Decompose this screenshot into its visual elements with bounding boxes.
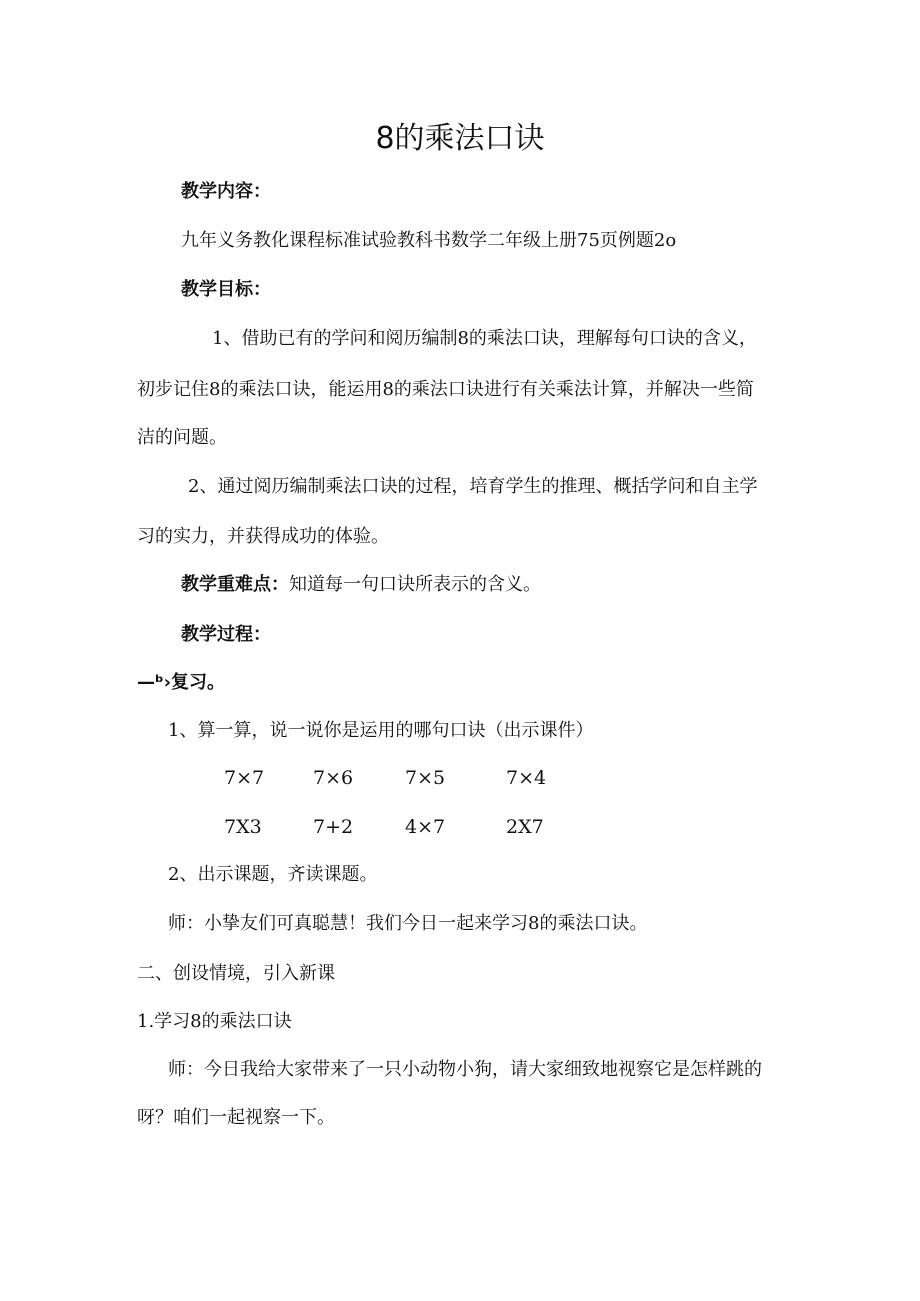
section2-heading: 二、创设情境，引入新课 bbox=[137, 963, 335, 984]
key-points bbox=[181, 573, 541, 597]
section2-item1: 1.学习8的乘法口诀 bbox=[137, 1011, 292, 1032]
goal1-line3: 洁的问题。 bbox=[137, 427, 227, 448]
exercise-cell: 7X3 bbox=[224, 816, 262, 838]
exercise-cell: 7×6 bbox=[313, 767, 354, 789]
key-heading: 教学重难点： bbox=[181, 574, 289, 595]
teacher-line2a: 师：今日我给大家带来了一只小动物小狗，请大家细致地视察它是怎样跳的 bbox=[168, 1059, 762, 1080]
exercise-cell: 2X7 bbox=[506, 816, 544, 838]
teacher-line2b: 呀？咱们一起视察一下。 bbox=[137, 1107, 335, 1128]
exercise-cell: 4×7 bbox=[405, 816, 446, 838]
exercise-cell: 7+2 bbox=[313, 816, 354, 838]
content-heading: 教学内容： bbox=[181, 181, 271, 202]
exercise-cell: 7×4 bbox=[506, 767, 547, 789]
content-text: 九年义务教化课程标准试验教科书数学二年级上册75页例题2o bbox=[181, 230, 677, 251]
review-item2: 2、出示课题，齐读课题。 bbox=[168, 864, 378, 885]
review-heading: —ᵇ›复习。 bbox=[137, 672, 226, 693]
goal2-line2: 习的实力，并获得成功的体验。 bbox=[137, 526, 389, 547]
goals-heading: 教学目标： bbox=[181, 279, 271, 300]
goal2-line1: 2、通过阅历编制乘法口诀的过程，培育学生的推理、概括学问和自主学 bbox=[188, 476, 758, 497]
exercise-cell: 7×5 bbox=[405, 767, 446, 789]
exercise-cell: 7×7 bbox=[224, 767, 265, 789]
review-item1: 1、算一算，说一说你是运用的哪句口诀（出示课件） bbox=[168, 720, 594, 741]
page-title: 8的乘法口诀 bbox=[375, 121, 545, 156]
process-heading: 教学过程： bbox=[181, 624, 271, 645]
goal1-line1: 1、借助已有的学问和阅历编制8的乘法口诀，理解每句口诀的含义， bbox=[212, 328, 757, 349]
goal1-line2: 初步记住8的乘法口诀，能运用8的乘法口诀进行有关乘法计算，并解决一些简 bbox=[137, 379, 754, 400]
key-text: 知道每一句口诀所表示的含义。 bbox=[289, 574, 541, 595]
teacher-line1: 师：小挚友们可真聪慧！我们今日一起来学习8的乘法口诀。 bbox=[168, 913, 648, 934]
